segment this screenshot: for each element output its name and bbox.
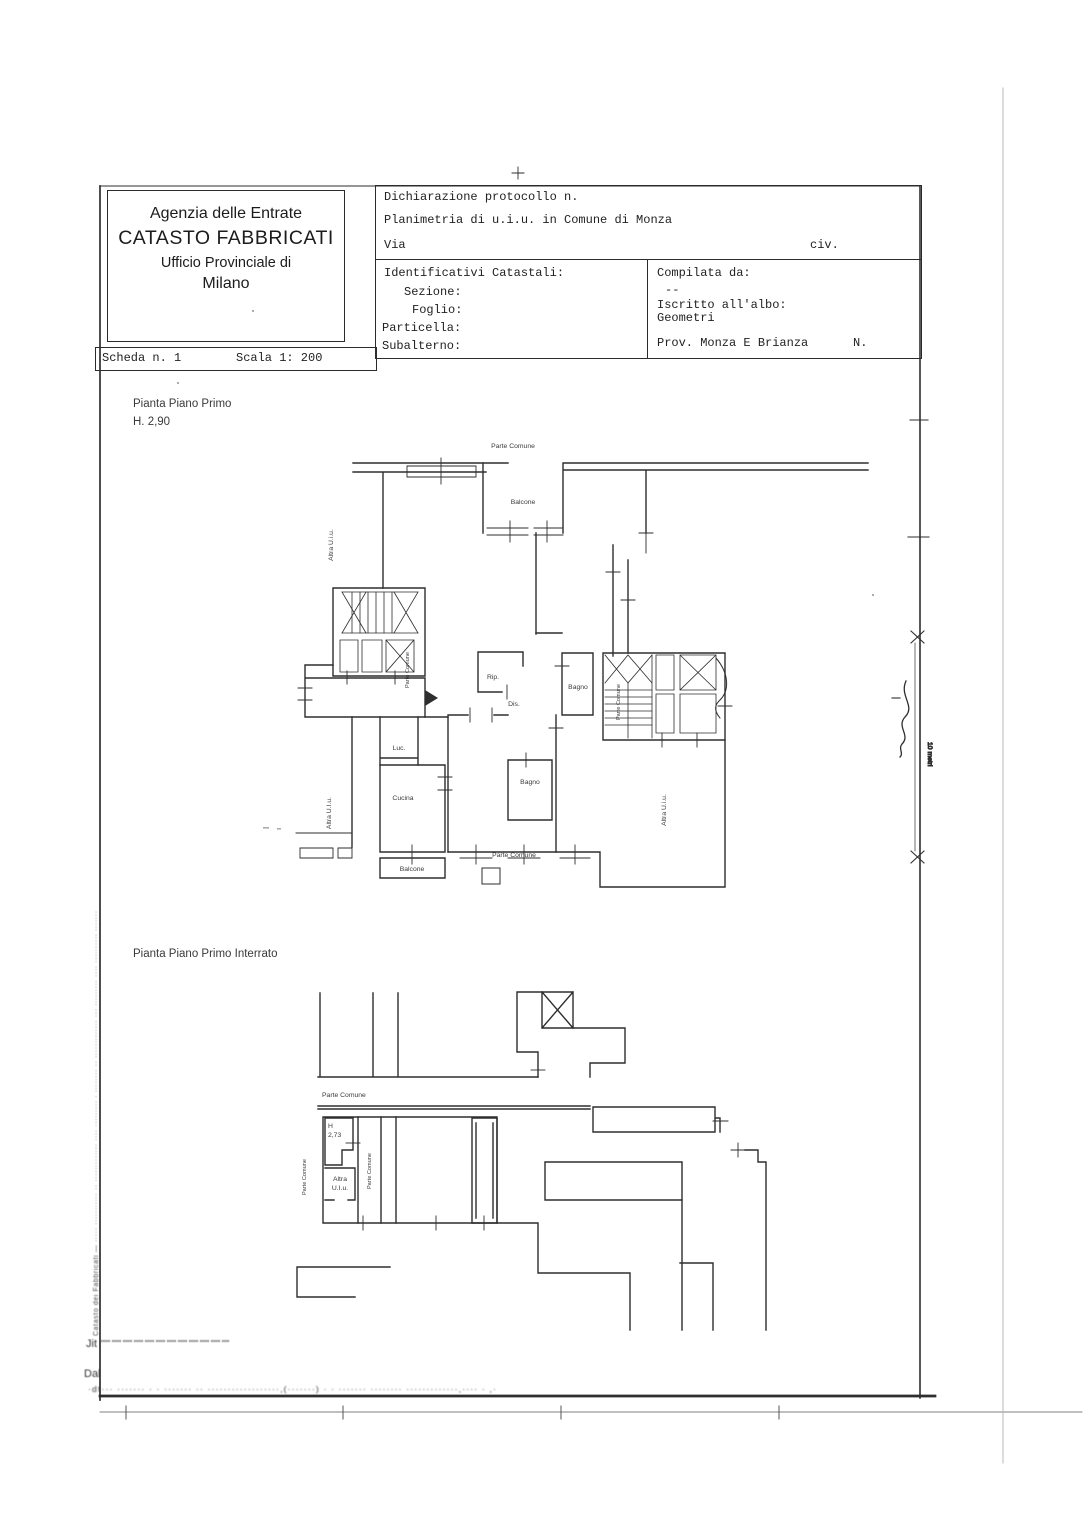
first-floor-plan-title: Pianta Piano Primo [133,398,232,410]
basement-label-uiu: U.I.u. [331,1185,349,1192]
foglio-label: Foglio: [412,303,463,317]
planimetria-line: Planimetria di u.i.u. in Comune di Monza [384,213,673,227]
catasto-fabbricati-title: CATASTO FABBRICATI [118,227,334,249]
prov-n-label: N. [853,336,868,350]
sezione-label: Sezione: [404,285,462,299]
first-floor-labels [326,443,668,873]
bagno-center-room [508,760,552,820]
basement-room-block [323,1117,497,1223]
compilata-label: Compilata da: [657,266,751,280]
basement-labels [302,1092,373,1195]
room-label-rip: Rip. [486,674,500,681]
room-label-parte-comune-bottom: Parte Comune [492,852,536,859]
basement-elevator-area [517,992,625,1077]
room-label-parte-comune-top: Parte Comune [491,443,535,450]
basement-label-h: H [328,1123,333,1130]
iscritto-value: Geometri [657,311,715,325]
basement-label-h-value: 2,73 [328,1132,342,1139]
room-label-bagno-center: Bagno [520,779,540,786]
handwritten-squiggle [900,681,909,757]
room-label-altra-uiu-top-left: Altra U.i.u. [328,529,335,561]
room-label-bagno-right: Bagno [568,684,588,691]
scale-bar-label: 10 metri [926,742,933,767]
entrance-door-arrow [425,690,438,706]
via-label: Via [384,238,406,252]
small-shaft-square [482,868,500,884]
scale-bar-10-metri [892,420,929,863]
room-label-altra-uiu-bottom-left: Altra U.I.u. [326,796,333,830]
basement-label-parte-comune-left: Parte Comune [302,1158,308,1196]
declaration-protocol-label: Dichiarazione protocollo n. [384,190,579,204]
document-frame [100,88,1082,1463]
altra-uiu-room [325,1168,355,1200]
basement-label-parte-comune-top: Parte Comune [322,1092,366,1099]
basement-right-wing [545,1107,766,1330]
elevator-shaft-right [680,655,716,690]
basement-label-altra: Altra [333,1176,347,1183]
iscritto-label: Iscritto all'albo: [657,298,787,312]
footer-fragment-jit: Jit [86,1338,97,1350]
scan-speckles [177,310,874,830]
subalterno-label: Subalterno: [382,339,462,353]
footer-illegible-line: ·dt··· ······· · · ······· ·· ··················,(·······) · · ······· ········ ·············,···· · ,· [88,1384,498,1394]
basement-shaft [472,1118,497,1223]
particella-label: Particella: [382,321,462,335]
scheda-number: Scheda n. 1 [102,351,182,365]
basement-label-parte-comune-corridor: Parte Comune [367,1152,373,1190]
province-name: Milano [202,275,250,292]
stairwell-right [603,653,732,747]
footer-fragment-dal: Dal [84,1368,101,1380]
stair-left-label-parte-comune: Parte Comune [405,651,411,689]
identificativi-title: Identificativi Catastali: [384,266,565,280]
prov-label: Prov. Monza E Brianza [657,336,809,350]
left-margin-vertical-text: Catasto dei Fabbricati — ····· ··········· ·· ············· ···· ········· · ········ ·· ············· ··· ········· ···· ·········· ······· [93,910,100,1336]
basement-plan-title: Pianta Piano Primo Interrato [133,948,278,960]
basement-corridor [358,1117,396,1223]
compilata-value: -- [665,283,680,297]
room-label-luc: Luc. [392,745,406,752]
first-floor-plan [296,458,868,887]
room-label-cucina: Cucina [392,795,414,802]
room-label-altra-uiu-right: Altra U.i.u. [661,794,668,826]
scale-value: Scala 1: 200 [236,351,323,365]
room-label-balcone-bottom: Balcone [399,866,425,873]
provincial-office-label: Ufficio Provinciale di [160,255,292,271]
first-floor-height-note: H. 2,90 [133,416,171,428]
room-label-dis: Dis. [508,701,520,708]
stairwell-left [333,588,425,676]
cucina-room [380,765,445,852]
agency-name: Agenzia delle Entrate [149,205,303,222]
civ-label: civ. [810,238,839,252]
stair-right-label-parte-comune: Parte Comune [616,683,622,721]
rip-room [478,633,562,692]
room-label-balcone-top: Balcone [510,499,536,506]
